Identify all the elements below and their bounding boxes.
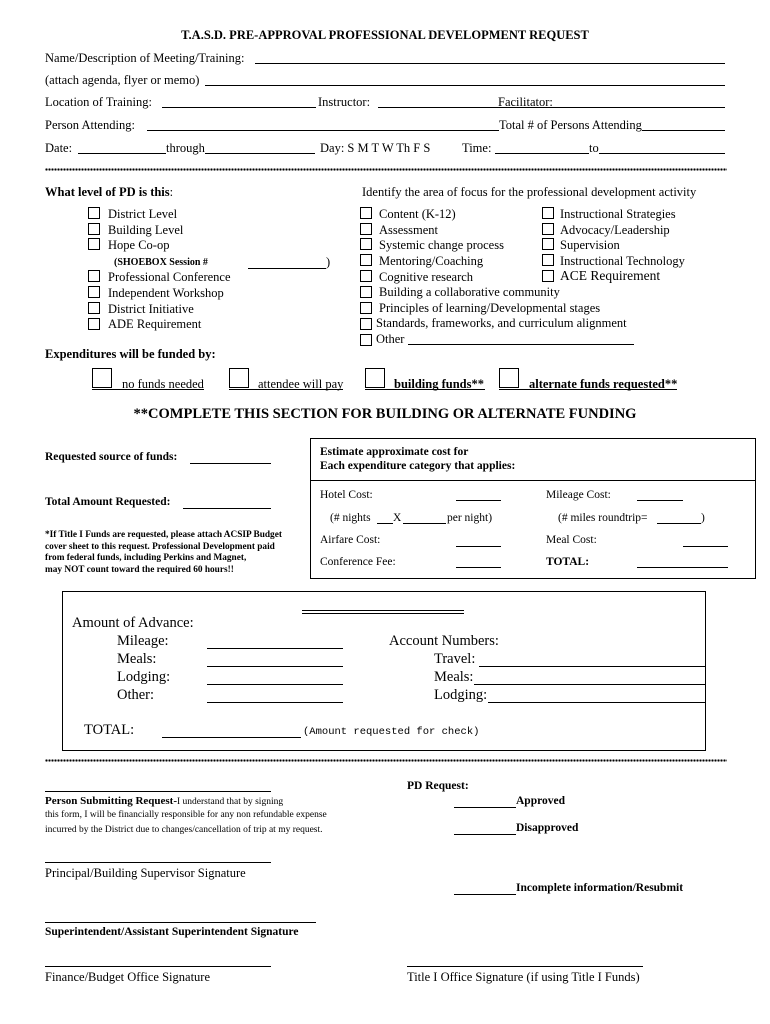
district-initiative-checkbox[interactable] <box>88 302 100 314</box>
instructor-label: Instructor: <box>318 95 371 109</box>
approved-label: Approved <box>516 795 565 807</box>
airfare-cost-field[interactable] <box>456 546 501 547</box>
instructional-technology-label: Instructional Technology <box>560 254 685 268</box>
divider <box>45 168 727 171</box>
account-lodging-field[interactable] <box>488 702 661 703</box>
meal-cost-label: Meal Cost: <box>546 534 597 546</box>
finance-signature-label: Finance/Budget Office Signature <box>45 970 211 984</box>
miles-field[interactable] <box>657 523 701 524</box>
instructional-technology-checkbox[interactable] <box>542 254 554 266</box>
advocacy-leadership-checkbox[interactable] <box>542 223 554 235</box>
assessment-checkbox[interactable] <box>360 223 372 235</box>
account-numbers-title: Account Numbers: <box>389 633 499 649</box>
disapproved-field[interactable] <box>454 834 516 835</box>
account-lodging-label: Lodging: <box>434 687 488 703</box>
per-night-field[interactable] <box>403 523 446 524</box>
facilitator-label: Facilitator: <box>498 95 553 109</box>
shoebox-field[interactable] <box>248 268 326 269</box>
requested-source-label: Requested source of funds: <box>45 451 178 463</box>
nights-field[interactable] <box>377 523 393 524</box>
ace-requirement-checkbox[interactable] <box>542 270 554 282</box>
alt-funding-heading: **COMPLETE THIS SECTION FOR BUILDING OR ALTERNATE FUNDING <box>133 406 637 422</box>
building-funds-checkbox[interactable] <box>365 368 385 388</box>
through-label: through <box>166 141 205 155</box>
conference-fee-label: Conference Fee: <box>320 556 396 568</box>
advance-top-rule <box>302 610 464 611</box>
instructional-strategies-checkbox[interactable] <box>542 207 554 219</box>
cognitive-research-label: Cognitive research <box>379 270 474 284</box>
ace-requirement-label: ACE Requirement <box>560 268 661 283</box>
time-field[interactable] <box>495 153 725 154</box>
pd-request-label: PD Request: <box>407 780 469 792</box>
account-travel-field-ext <box>661 666 706 667</box>
advance-lodging-field[interactable] <box>207 684 343 685</box>
independent-workshop-checkbox[interactable] <box>88 286 100 298</box>
divider-2 <box>45 759 727 762</box>
cognitive-research-checkbox[interactable] <box>360 270 372 282</box>
page-title: T.A.S.D. PRE-APPROVAL PROFESSIONAL DEVELOPMENT REQUEST <box>181 28 589 42</box>
mentoring-coaching-checkbox[interactable] <box>360 254 372 266</box>
mileage-cost-label: Mileage Cost: <box>546 489 611 501</box>
account-meals-field-ext <box>661 684 706 685</box>
name-description-field[interactable] <box>255 63 725 64</box>
collaborative-community-label: Building a collaborative community <box>379 285 560 299</box>
standards-checkbox[interactable] <box>360 318 372 330</box>
title-i-note: *If Title I Funds are requested, please attach ACSIP Budget cover sheet to this request. Professional Development paid from federal funds, including Perkins and Magnet, may NOT count toward the required 60 hours!! <box>45 530 282 575</box>
account-travel-field[interactable] <box>479 666 661 667</box>
principal-signature-line[interactable] <box>45 862 271 863</box>
conference-fee-field[interactable] <box>456 567 501 568</box>
principal-signature-label: Principal/Building Supervisor Signature <box>45 866 246 880</box>
estimate-total-field[interactable] <box>637 567 728 568</box>
name-description-label: Name/Description of Meeting/Training: <box>45 51 245 65</box>
advance-total-field[interactable] <box>162 737 301 738</box>
time-label: Time: <box>462 141 492 155</box>
district-initiative-label: District Initiative <box>108 302 194 316</box>
systemic-change-checkbox[interactable] <box>360 238 372 250</box>
other-field[interactable] <box>408 344 634 345</box>
other-label: Other <box>376 332 405 346</box>
total-persons-label: Total # of Persons Attending <box>499 118 642 132</box>
building-level-checkbox[interactable] <box>88 223 100 235</box>
advocacy-leadership-label: Advocacy/Leadership <box>560 223 670 237</box>
professional-conference-checkbox[interactable] <box>88 270 100 282</box>
advance-other-field[interactable] <box>207 702 343 703</box>
district-level-checkbox[interactable] <box>88 207 100 219</box>
incomplete-field[interactable] <box>454 894 516 895</box>
shoebox-close: ) <box>326 255 331 269</box>
superintendent-signature-line[interactable] <box>45 922 316 923</box>
date-label: Date: <box>45 141 73 155</box>
focus-heading: Identify the area of focus for the professional development activity <box>362 185 697 199</box>
account-meals-field[interactable] <box>474 684 661 685</box>
systemic-change-label: Systemic change process <box>379 238 504 252</box>
building-funds-label: building funds** <box>394 377 484 391</box>
title-i-signature-line[interactable] <box>407 966 643 967</box>
building-level-label: Building Level <box>108 223 184 237</box>
attach-field[interactable] <box>205 85 725 86</box>
ade-requirement-label: ADE Requirement <box>108 317 202 331</box>
advance-other-label: Other: <box>117 687 155 703</box>
advance-meals-field[interactable] <box>207 666 343 667</box>
mileage-cost-field[interactable] <box>637 500 683 501</box>
pd-level-heading: What level of PD is this: <box>45 185 174 199</box>
attendee-pay-checkbox[interactable] <box>229 368 249 388</box>
facilitator-field[interactable] <box>498 107 725 108</box>
finance-signature-line[interactable] <box>45 966 271 967</box>
disapproved-label: Disapproved <box>516 822 579 834</box>
other-checkbox[interactable] <box>360 334 372 346</box>
attendee-pay-label: attendee will pay <box>258 377 344 391</box>
instructor-field[interactable] <box>378 107 498 108</box>
hotel-cost-field[interactable] <box>456 500 501 501</box>
funding-heading: Expenditures will be funded by: <box>45 347 216 361</box>
advance-mileage-label: Mileage: <box>117 633 169 649</box>
ade-requirement-checkbox[interactable] <box>88 318 100 330</box>
submitter-label: Person Submitting Request-I understand that by signing <box>45 795 284 807</box>
total-requested-label: Total Amount Requested: <box>45 496 171 508</box>
content-k12-label: Content (K-12) <box>379 207 456 221</box>
superintendent-signature-label: Superintendent/Assistant Superintendent Signature <box>45 926 299 938</box>
submitter-signature-line[interactable] <box>45 791 271 792</box>
account-lodging-field-ext <box>661 702 706 703</box>
per-night-label: per night) <box>447 512 493 524</box>
day-label: Day: S M T W Th F S <box>320 141 431 155</box>
estimate-divider <box>310 480 756 481</box>
advance-total-label: TOTAL: <box>84 722 135 738</box>
nights-label: (# nights <box>330 512 371 524</box>
collaborative-community-checkbox[interactable] <box>360 286 372 298</box>
account-travel-label: Travel: <box>434 651 476 667</box>
advance-lodging-label: Lodging: <box>117 669 171 685</box>
advance-top-rule-2 <box>302 613 464 614</box>
title-i-signature-label: Title I Office Signature (if using Title I Funds) <box>407 970 640 984</box>
independent-workshop-label: Independent Workshop <box>108 286 224 300</box>
advance-total-note: (Amount requested for check) <box>303 726 480 738</box>
no-funds-label: no funds needed <box>122 377 204 391</box>
meal-cost-field[interactable] <box>683 546 728 547</box>
miles-close: ) <box>701 512 705 524</box>
advance-meals-label: Meals: <box>117 651 157 667</box>
hotel-cost-label: Hotel Cost: <box>320 489 373 501</box>
alternate-funds-label: alternate funds requested** <box>529 377 678 391</box>
person-attending-label: Person Attending: <box>45 118 135 132</box>
shoebox-label: (SHOEBOX Session # <box>114 257 208 268</box>
approved-field[interactable] <box>454 807 516 808</box>
mentoring-coaching-label: Mentoring/Coaching <box>379 254 484 268</box>
instructional-strategies-label: Instructional Strategies <box>560 207 676 221</box>
professional-conference-label: Professional Conference <box>108 270 231 284</box>
principles-learning-label: Principles of learning/Developmental stages <box>379 301 601 315</box>
alternate-funds-checkbox[interactable] <box>499 368 519 388</box>
times-sign: X <box>393 512 402 524</box>
estimate-heading: Estimate approximate cost for Each expenditure category that applies: <box>320 446 516 472</box>
to-label: to <box>589 141 599 155</box>
attach-label: (attach agenda, flyer or memo) <box>45 73 200 87</box>
estimate-total-label: TOTAL: <box>546 556 590 568</box>
assessment-label: Assessment <box>379 223 439 237</box>
standards-label: Standards, frameworks, and curriculum alignment <box>376 316 627 330</box>
principles-learning-checkbox[interactable] <box>360 302 372 314</box>
miles-label: (# miles roundtrip= <box>558 512 648 524</box>
no-funds-checkbox[interactable] <box>92 368 112 388</box>
location-field[interactable] <box>162 107 316 108</box>
hope-coop-checkbox[interactable] <box>88 238 100 250</box>
hope-coop-label: Hope Co-op <box>108 238 170 252</box>
supervision-label: Supervision <box>560 238 620 252</box>
district-level-label: District Level <box>108 207 178 221</box>
total-requested-field[interactable] <box>183 508 271 509</box>
advance-title: Amount of Advance: <box>72 615 194 631</box>
incomplete-label: Incomplete information/Resubmit <box>516 882 684 894</box>
submitter-disclaimer: this form, I will be financially responsible for any non refundable expense incurred by the District due to changes/cancellation of trip at my request. <box>45 810 327 835</box>
airfare-cost-label: Airfare Cost: <box>320 534 381 546</box>
advance-mileage-field[interactable] <box>207 648 343 649</box>
account-meals-label: Meals: <box>434 669 474 685</box>
requested-source-field[interactable] <box>190 463 271 464</box>
supervision-checkbox[interactable] <box>542 238 554 250</box>
location-label: Location of Training: <box>45 95 152 109</box>
content-k12-checkbox[interactable] <box>360 207 372 219</box>
